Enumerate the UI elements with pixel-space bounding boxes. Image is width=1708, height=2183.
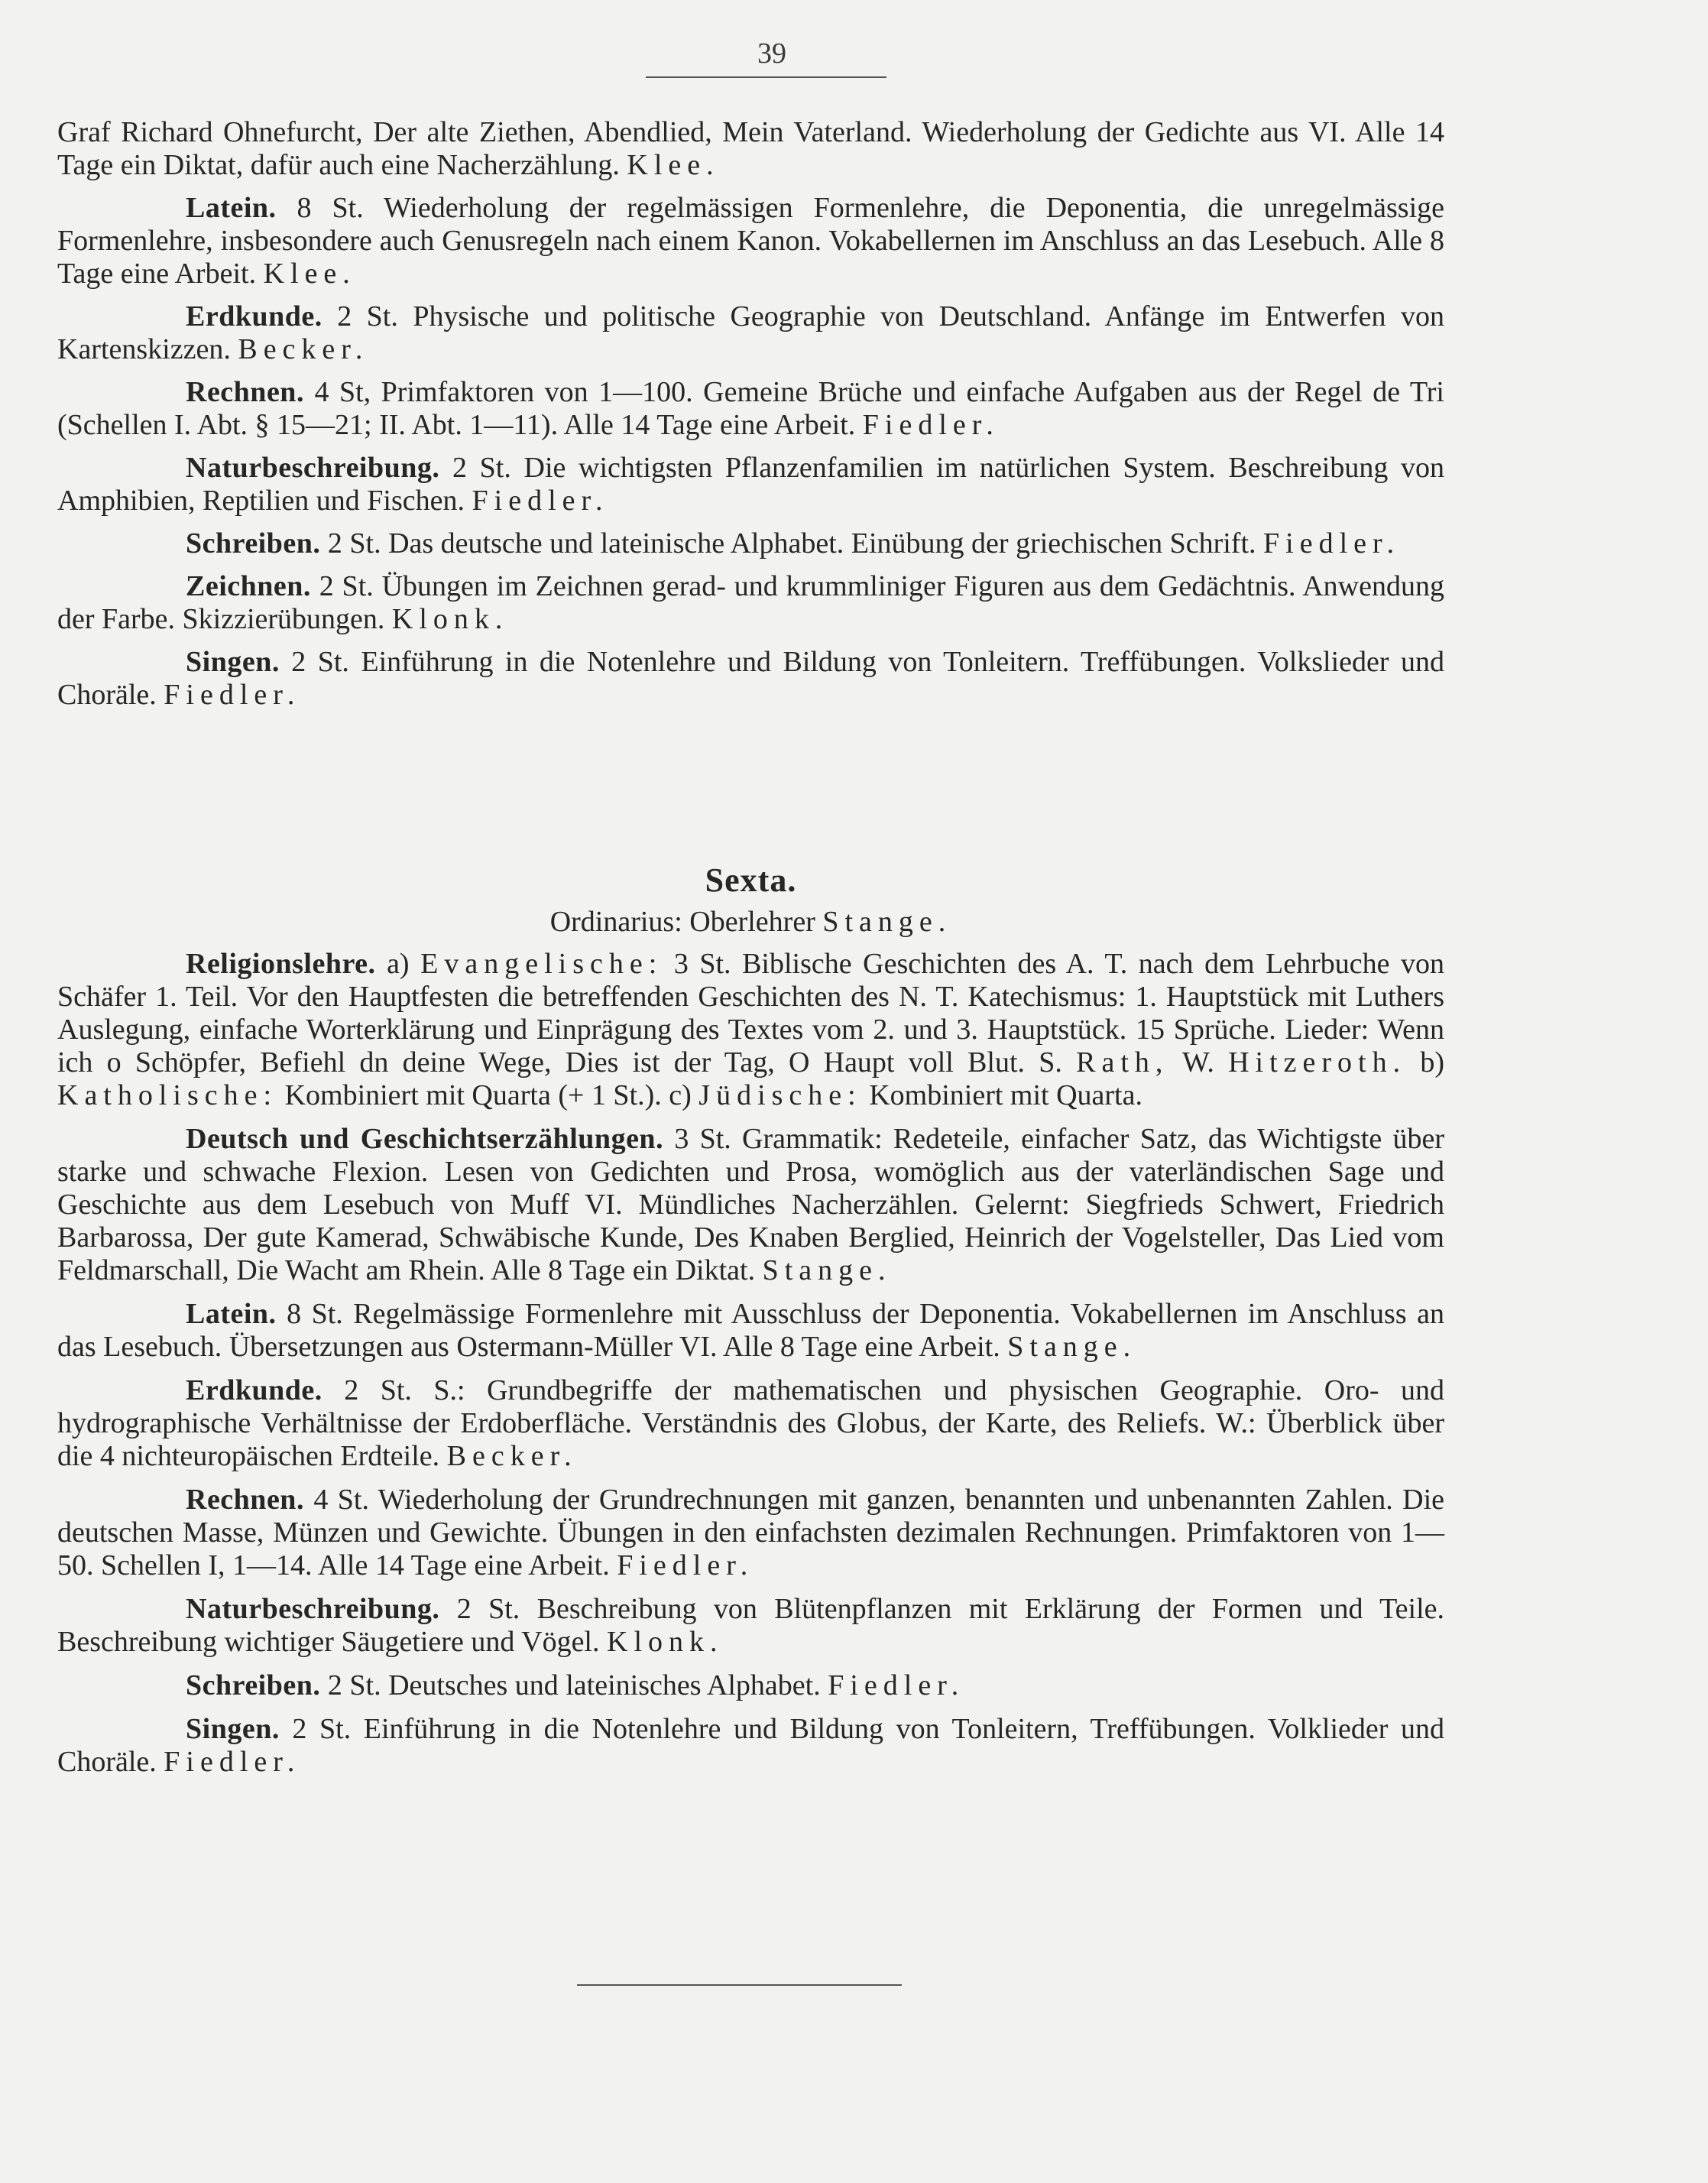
teacher-name: Fiedler. — [617, 1549, 754, 1581]
subject-heading: Singen. — [186, 1713, 280, 1745]
paragraph-text: 2 St. Einführung in die Notenlehre und Bildung von Tonleitern. Treffübungen. Volkslieder und Choräle. — [57, 646, 1445, 711]
teacher-name: Stange. — [762, 1254, 892, 1286]
subject-heading: Zeichnen. — [186, 570, 311, 602]
quarta-continued-section — [57, 116, 1444, 722]
teacher-name: Stange. — [1007, 1331, 1137, 1363]
teacher-name: Klee. — [263, 258, 356, 290]
paragraph-text: 4 St, Primfaktoren von 1—100. Gemeine Brüche und einfache Aufgaben aus der Regel de Tri (Schellen I. Abt. § 15—21; II. Abt. 1—11). Alle 14 Tage eine Arbeit. — [57, 376, 1444, 441]
paragraph-text: Graf Richard Ohnefurcht, Der alte Ziethen, Abendlied, Mein Vaterland. Wiederholung der Gedichte aus VI. Alle 14 Tage ein Diktat, dafür auch eine Nacherzählung. — [57, 116, 1444, 181]
paragraph-naturbeschreibung — [57, 1593, 1444, 1659]
paragraph-text: 2 St. Die wichtigsten Pflanzenfamilien im natürlichen System. Beschreibung von Amphibien, Reptilien und Fischen. — [57, 452, 1444, 517]
subject-heading: Latein. — [186, 1298, 277, 1330]
teacher-name: Klonk. — [607, 1626, 724, 1658]
paragraph-rechnen — [57, 1484, 1444, 1582]
teacher-name: Klee. — [627, 149, 720, 181]
paragraph-erdkunde — [57, 300, 1444, 366]
paragraph-text: 2 St. Physische und politische Geographie von Deutschland. Anfänge im Entwerfen von Kartenskizzen. — [57, 300, 1445, 365]
subject-heading: Naturbeschreibung. — [186, 1593, 440, 1625]
ordinarius-name: Stange. — [822, 906, 952, 938]
teacher-name: Becker. — [238, 333, 369, 365]
paragraph-text: 2 St. Übungen im Zeichnen gerad- und krummliniger Figuren aus dem Gedächtnis. Anwendung der Farbe. Skizzierübungen. — [57, 570, 1444, 635]
subject-heading: Erdkunde. — [186, 300, 322, 332]
paragraph-singen — [57, 646, 1444, 712]
item-label: b) — [1420, 1046, 1444, 1079]
paragraph-text: 2 St. Einführung in die Notenlehre und Bildung von Tonleitern, Treffübungen. Volklieder und Choräle. — [57, 1713, 1445, 1778]
paragraph-text: Kombiniert mit Quarta (+ 1 St.). c) — [284, 1079, 692, 1111]
paragraph-rechnen — [57, 376, 1444, 442]
paragraph-erdkunde — [57, 1374, 1444, 1473]
denomination-label: Evangelische: — [420, 948, 663, 980]
subject-heading: Rechnen. — [186, 376, 304, 408]
subject-heading: Schreiben. — [186, 527, 321, 560]
paragraph-naturbeschreibung — [57, 452, 1444, 517]
paragraph-text: 8 St. Wiederholung der regelmässigen Formenlehre, die Deponentia, die unregelmässige Formenlehre, insbesondere auch Genusregeln nach einem Kanon. Vokabellernen im Anschluss an das Lesebuch. Alle 8 Tage eine Arbeit. — [57, 192, 1444, 290]
sexta-section — [57, 861, 1445, 1789]
paragraph-text: 2 St. Deutsches und lateinisches Alphabet. — [327, 1669, 821, 1701]
header-rule — [646, 76, 886, 78]
paragraph-deutsch-continued — [57, 116, 1444, 182]
subject-heading: Erdkunde. — [186, 1374, 322, 1406]
subject-heading: Rechnen. — [186, 1484, 304, 1516]
paragraph-text: 3 St. Biblische Geschichten des A. T. nach dem Lehrbuche von Schäfer 1. Teil. Vor den Hauptfesten die betreffenden Geschichten des N. T. Katechismus: 1. Hauptstück mit Luthers Auslegung, einfache Worterklärung und Einprägung des Textes vom 2. und 3. Hauptstück. 15 Sprüche. Lieder: Wenn ich o Schöpfer, Befiehl dn deine Wege, Dies ist der Tag, O Haupt voll Blut. S. — [57, 948, 1445, 1079]
teacher-name: Fiedler. — [472, 485, 609, 517]
item-label: a) — [387, 948, 410, 980]
paragraph-zeichnen — [57, 570, 1444, 636]
subject-heading: Latein. — [186, 192, 277, 224]
paragraph-latein — [57, 192, 1444, 290]
subject-heading: Naturbeschreibung. — [186, 452, 440, 484]
teacher-name: Klonk. — [391, 603, 509, 635]
teacher-name: Fiedler. — [164, 1746, 301, 1778]
teacher-name: Fiedler. — [1263, 527, 1401, 560]
ordinarius-line — [57, 906, 1444, 939]
teacher-name: Rath, — [1076, 1046, 1169, 1079]
paragraph-religionslehre — [57, 948, 1444, 1112]
teacher-name: Becker. — [446, 1440, 578, 1472]
paragraph-latein — [57, 1298, 1444, 1364]
footer-rule — [577, 1984, 902, 1986]
denomination-label: Katholische: — [57, 1079, 278, 1111]
page-number: 39 — [757, 37, 786, 70]
paragraph-schreiben — [57, 527, 1444, 560]
teacher-name: Fiedler. — [828, 1669, 965, 1701]
subject-heading: Singen. — [186, 646, 280, 678]
teacher-name: Fiedler. — [164, 679, 301, 711]
paragraph-schreiben — [57, 1669, 1444, 1702]
paragraph-deutsch — [57, 1123, 1444, 1287]
subject-heading: Schreiben. — [186, 1669, 321, 1701]
denomination-label: Jüdische: — [698, 1079, 862, 1111]
teacher-name: Hitzeroth. — [1228, 1046, 1407, 1079]
paragraph-text: 2 St. Beschreibung von Blütenpflanzen mit Erklärung der Formen und Teile. Beschreibung wichtiger Säugetiere und Vögel. — [57, 1593, 1445, 1658]
section-heading: Sexta. — [705, 861, 797, 899]
ordinarius-label: Ordinarius: Oberlehrer — [549, 906, 815, 938]
paragraph-text: 2 St. S.: Grundbegriffe der mathematischen und physischen Geographie. Oro- und hydrographische Verhältnisse der Erdoberfläche. Verständnis des Globus, der Karte, des Reliefs. W.: Überblick über die 4 nichteuropäischen Erdteile. — [57, 1374, 1445, 1472]
paragraph-text: Kombiniert mit Quarta. — [869, 1079, 1142, 1111]
paragraph-text: 3 St. Grammatik: Redeteile, einfacher Satz, das Wichtigste über starke und schwache Flexion. Lesen von Gedichten und Prosa, womöglich aus der vaterländischen Sage und Geschichte aus dem Lesebuch von Muff VI. Mündliches Nacherzählen. Gelernt: Siegfrieds Schwert, Friedrich Barbarossa, Der gute Kamerad, Schwäbische Kunde, Des Knaben Berglied, Heinrich der Vogelsteller, Das Lied vom Feldmarschall, Die Wacht am Rhein. Alle 8 Tage ein Diktat. — [57, 1123, 1445, 1286]
subject-heading: Deutsch und Geschichtserzählungen. — [186, 1123, 664, 1155]
paragraph-singen — [57, 1713, 1444, 1779]
paragraph-text: 2 St. Das deutsche und lateinische Alphabet. Einübung der griechischen Schrift. — [327, 527, 1256, 560]
paragraph-text: W. — [1181, 1046, 1214, 1079]
paragraph-text: 4 St. Wiederholung der Grundrechnungen mit ganzen, benannten und unbenannten Zahlen. Die deutschen Masse, Münzen und Gewichte. Übungen in den einfachsten dezimalen Rechnungen. Primfaktoren von 1—50. Schellen I, 1—14. Alle 14 Tage eine Arbeit. — [57, 1484, 1444, 1581]
teacher-name: Fiedler. — [862, 409, 1000, 441]
subject-heading: Religionslehre. — [186, 948, 376, 980]
paragraph-text: 8 St. Regelmässige Formenlehre mit Ausschluss der Deponentia. Vokabellernen im Anschluss an das Lesebuch. Übersetzungen aus Ostermann-Müller VI. Alle 8 Tage eine Arbeit. — [57, 1298, 1445, 1363]
